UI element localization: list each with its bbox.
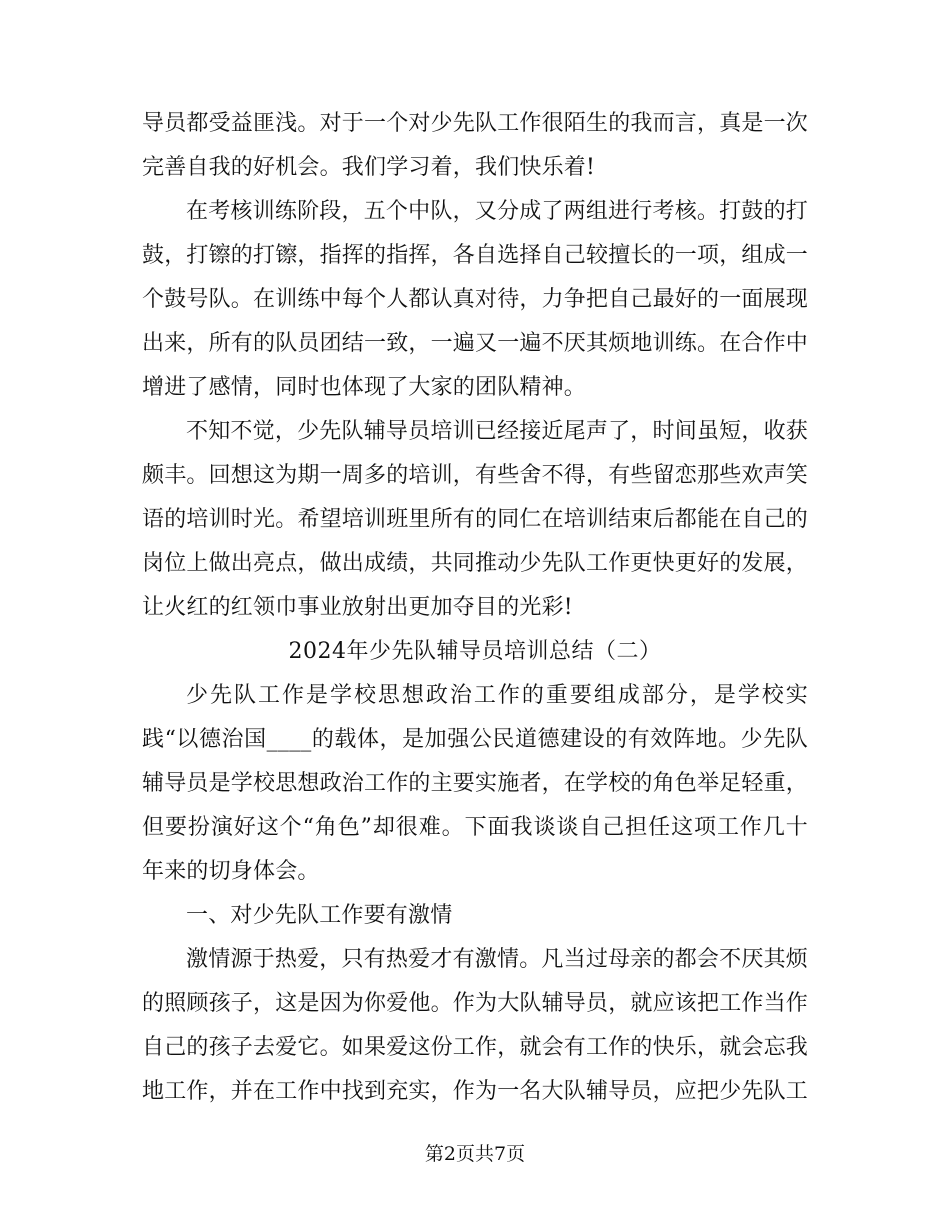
paragraph-introduction: 少先队工作是学校思想政治工作的重要组成部分，是学校实践“以德治国____的载体，是加强公民道德建设的有效阵地。少先队辅导员是学校思想政治工作的主要实施者，在学校的角色举足轻重，但要扮演好这个“角色”却很难。下面我谈谈自己担任这项工作几十年来的切身体会。 bbox=[142, 683, 809, 884]
subheading-passion: 一、对少先队工作要有激情 bbox=[186, 903, 453, 928]
section-title: 2024年少先队辅导员培训总结（二） bbox=[288, 639, 662, 664]
document-body bbox=[142, 102, 808, 1114]
page-number-footer: 第2页共7页 bbox=[424, 1143, 526, 1165]
paragraph-training-conclusion: 不知不觉，少先队辅导员培训已经接近尾声了，时间虽短，收获颇丰。回想这为期一周多的培训，有些舍不得，有些留恋那些欢声笑语的培训时光。希望培训班里所有的同仁在培训结束后都能在自己的岗位上做出亮点，做出成绩，共同推动少先队工作更快更好的发展，让火红的红领巾事业放射出更加夺目的光彩! bbox=[142, 419, 809, 620]
paragraph-continuation: 导员都受益匪浅。对于一个对少先队工作很陌生的我而言，真是一次完善自我的好机会。我们学习着，我们快乐着! bbox=[142, 111, 809, 180]
paragraph-passion: 激情源于热爱，只有热爱才有激情。凡当过母亲的都会不厌其烦的照顾孩子，这是因为你爱他。作为大队辅导员，就应该把工作当作自己的孩子去爱它。如果爱这份工作，就会有工作的快乐，就会忘我地工作，并在工作中找到充实，作为一名大队辅导员，应把少先队工 bbox=[142, 947, 809, 1104]
paragraph-training-assessment: 在考核训练阶段，五个中队，又分成了两组进行考核。打鼓的打鼓，打镲的打镲，指挥的指挥，各自选择自己较擅长的一项，组成一个鼓号队。在训练中每个人都认真对待，力争把自己最好的一面展现出来，所有的队员团结一致，一遍又一遍不厌其烦地训练。在合作中增进了感情，同时也体现了大家的团队精神。 bbox=[142, 199, 809, 400]
